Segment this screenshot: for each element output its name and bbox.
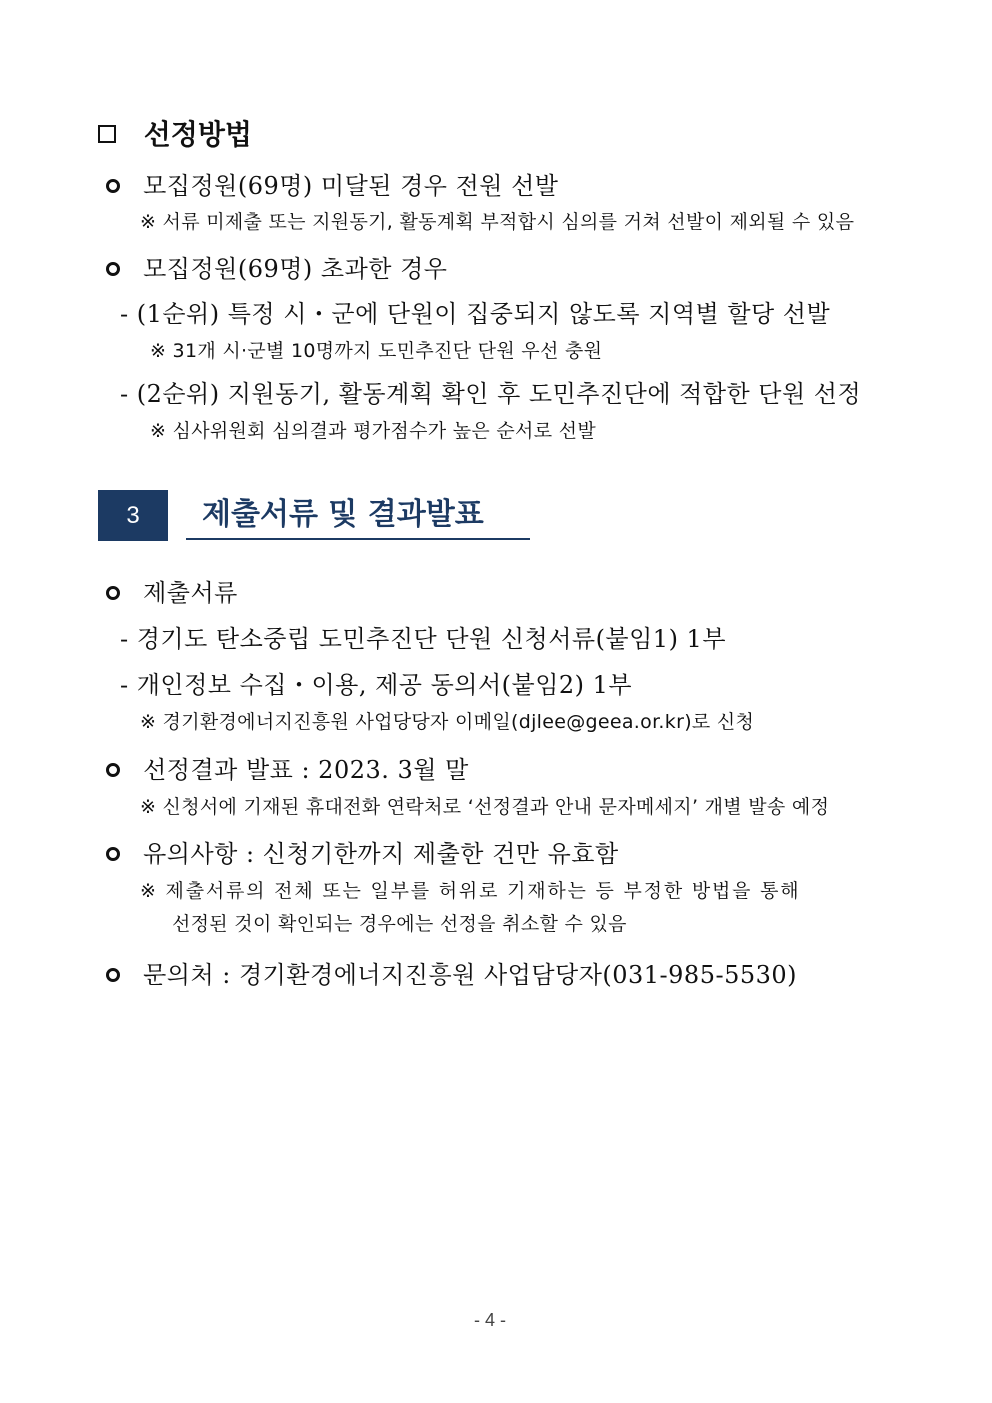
section-number: 3 — [98, 490, 168, 541]
bullet-text: 모집정원(69명) 미달된 경우 전원 선발 — [143, 172, 559, 200]
circle-bullet-icon — [106, 179, 120, 193]
note-line-continued: 선정된 것이 확인되는 경우에는 선정을 취소할 수 있음 — [172, 913, 627, 935]
dash-item: - (1순위) 특정 시・군에 단원이 집중되지 않도록 지역별 할당 선발 — [120, 300, 831, 328]
empty-square-icon — [98, 125, 116, 143]
bullet-text: 모집정원(69명) 초과한 경우 — [143, 255, 448, 283]
note-line: ※ 심사위원회 심의결과 평가점수가 높은 순서로 선발 — [150, 420, 596, 442]
bullet-item — [106, 750, 469, 785]
bullet-text: 문의처 : 경기환경에너지진흥원 사업담당자(031-985-5530) — [143, 961, 798, 989]
page-number: - 4 - — [474, 1310, 507, 1330]
note-line: ※ 신청서에 기재된 휴대전화 연락처로 ‘선정결과 안내 문자메세지’ 개별 발송 예정 — [140, 796, 830, 818]
dash-item: - (2순위) 지원동기, 활동계획 확인 후 도민추진단에 적합한 단원 선정 — [120, 380, 862, 408]
circle-bullet-icon — [106, 586, 120, 600]
dash-item: - 개인정보 수집・이용, 제공 동의서(붙임2) 1부 — [120, 671, 633, 699]
bullet-item — [106, 573, 238, 608]
section-title: 제출서류 및 결과발표 — [186, 492, 530, 540]
bullet-text: 선정결과 발표 : 2023. 3월 말 — [143, 756, 469, 784]
circle-bullet-icon — [106, 847, 120, 861]
bullet-item — [106, 166, 558, 201]
circle-bullet-icon — [106, 262, 120, 276]
dash-item: - 경기도 탄소중립 도민추진단 단원 신청서류(붙임1) 1부 — [120, 625, 727, 653]
note-line: ※ 31개 시·군별 10명까지 도민추진단 단원 우선 충원 — [150, 340, 603, 362]
circle-bullet-icon — [106, 968, 120, 982]
bullet-item — [106, 955, 797, 990]
section-heading — [98, 113, 252, 153]
note-line: ※ 서류 미제출 또는 지원동기, 활동계획 부적합시 심의를 거쳐 선발이 제외될 수 있음 — [140, 211, 855, 233]
circle-bullet-icon — [106, 763, 120, 777]
section-heading-label: 선정방법 — [143, 118, 252, 151]
bullet-text: 제출서류 — [143, 579, 238, 607]
bullet-item — [106, 249, 447, 284]
bullet-item — [106, 834, 619, 869]
bullet-text: 유의사항 : 신청기한까지 제출한 건만 유효함 — [143, 840, 619, 868]
note-line: ※ 경기환경에너지진흥원 사업당당자 이메일(djlee@geea.or.kr)로 신청 — [140, 711, 755, 733]
note-line: ※ 제출서류의 전체 또는 일부를 허위로 기재하는 등 부정한 방법을 통해 — [140, 880, 801, 902]
